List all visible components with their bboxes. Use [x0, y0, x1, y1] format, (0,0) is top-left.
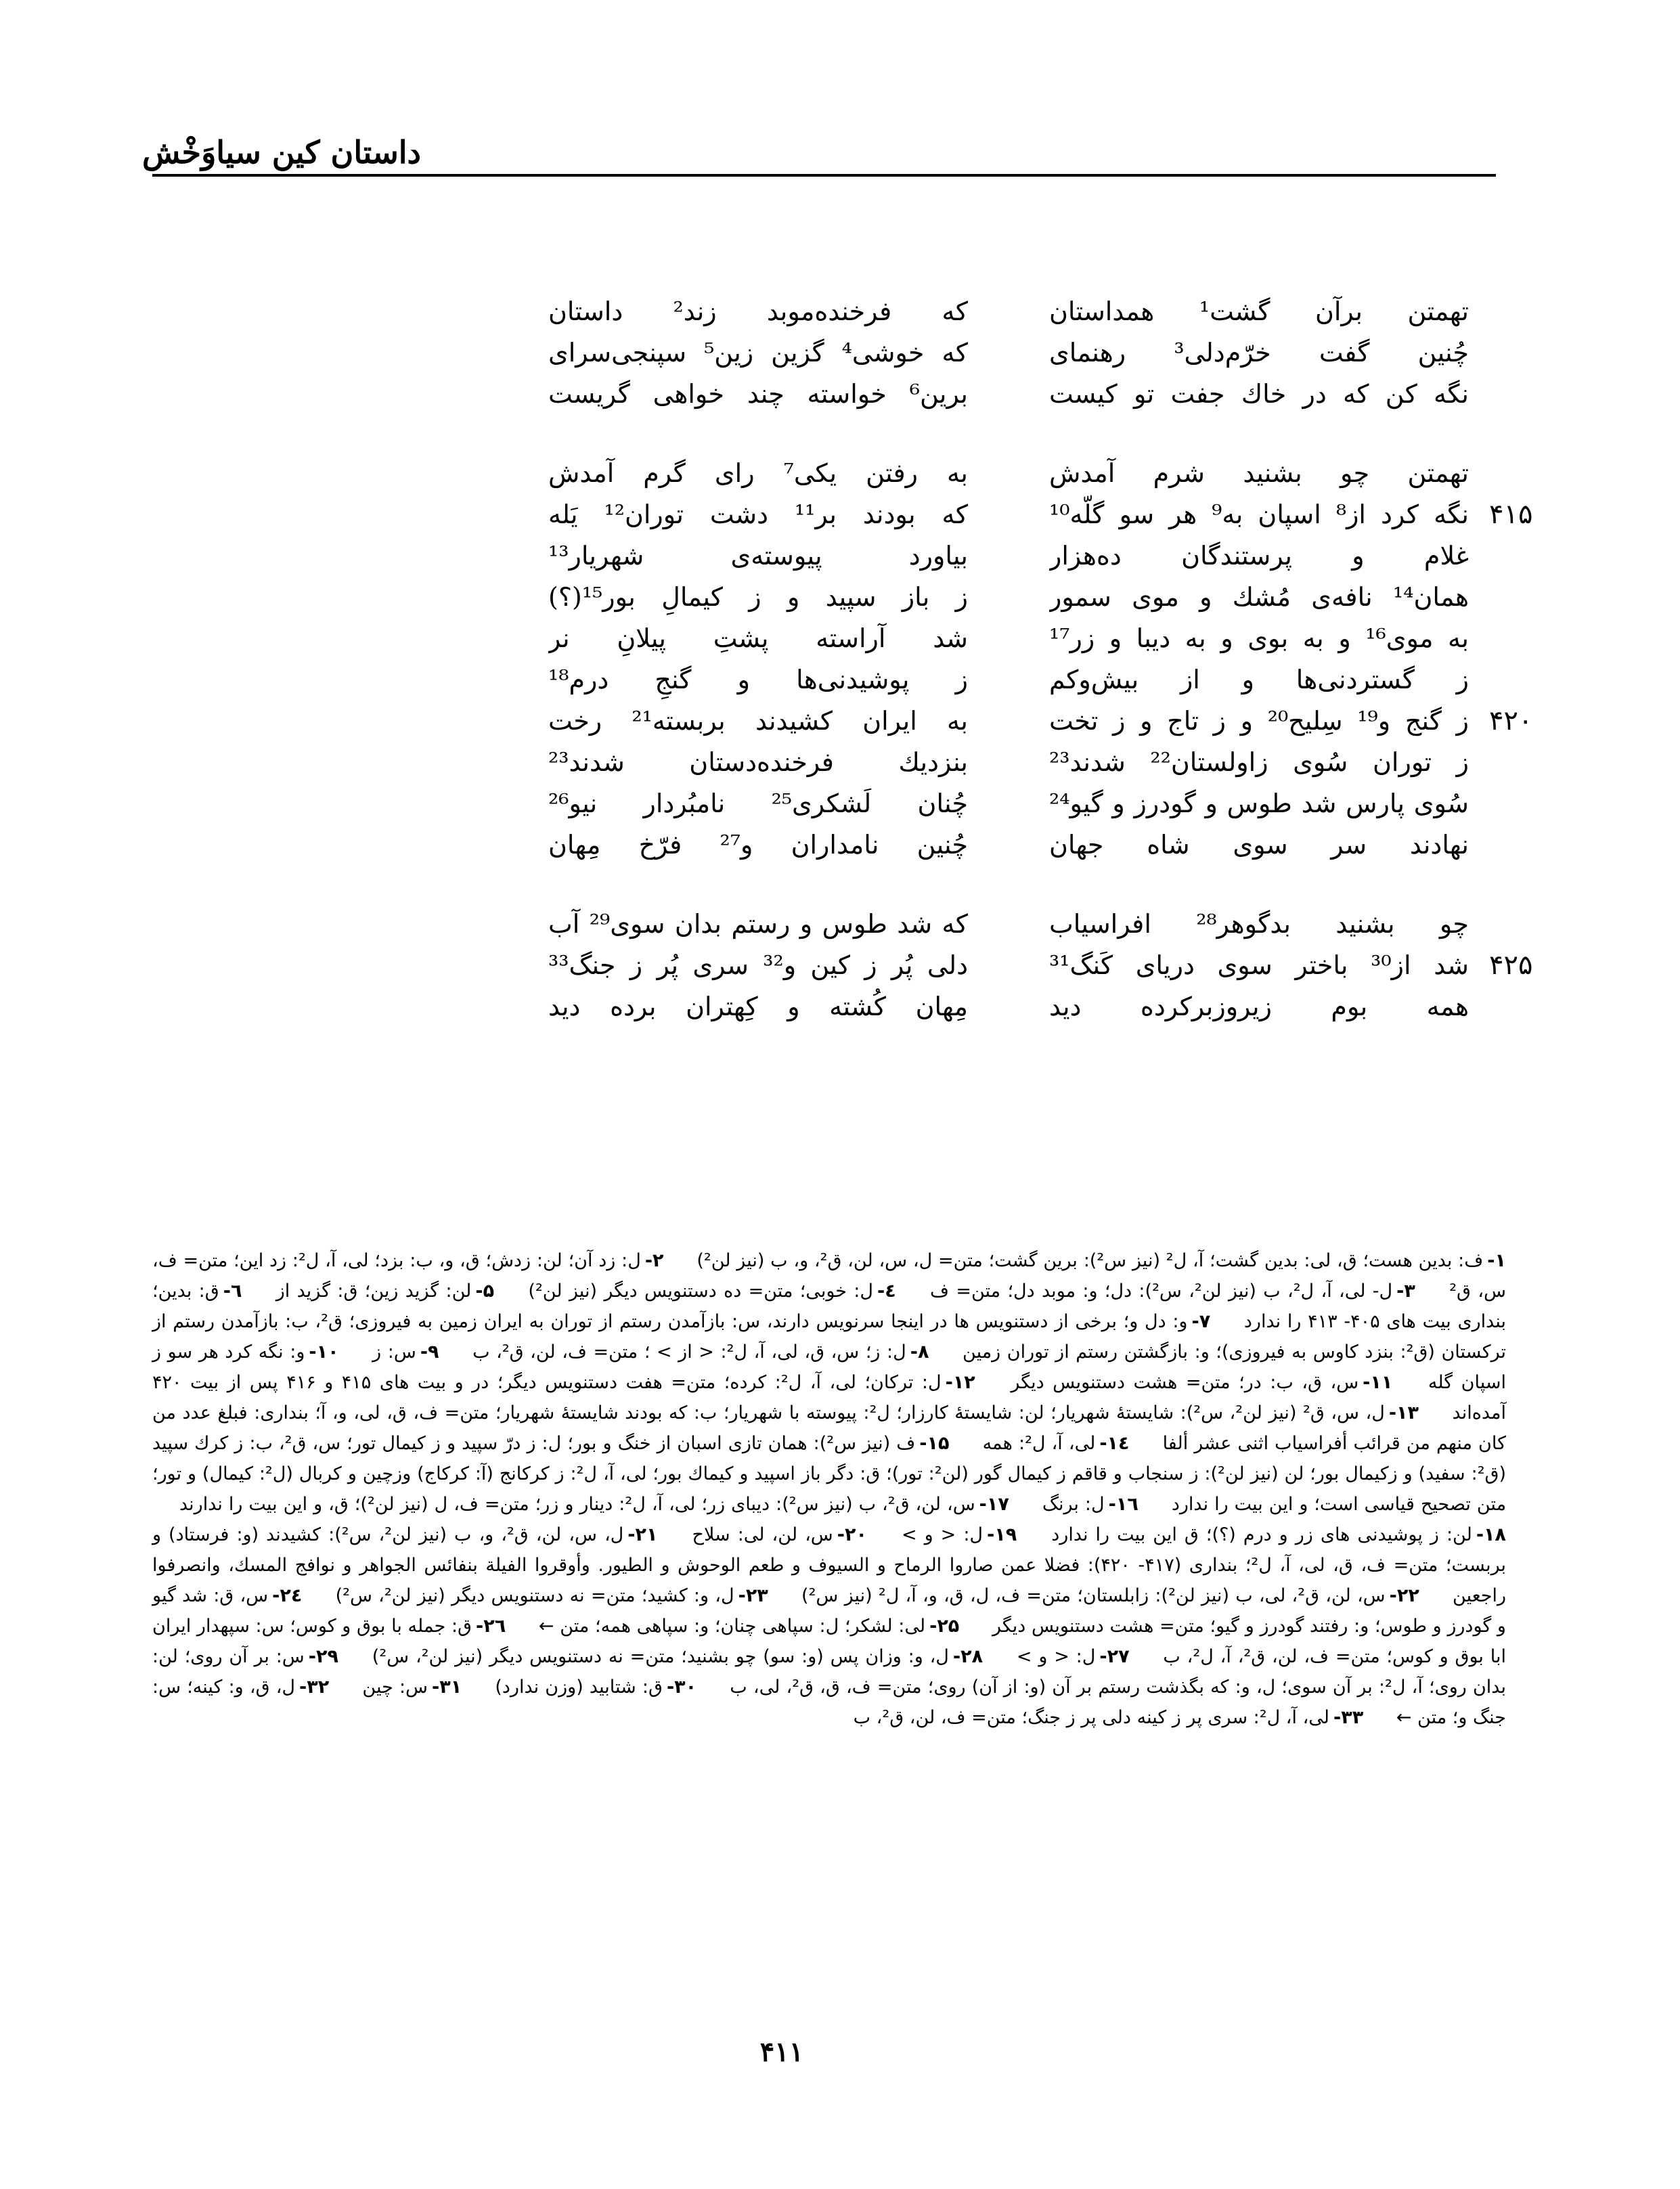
footnote-text: ف (نیز س²): همان تازی اسبان از خنگ و بور؛ ل: ز درّ سپید و ز کیمال تور؛ س، ق²، ب: ز کرك سپید (ق²: سفید) و زکیمال بور؛ لن (نیز لن²): ز سنجاب و قاقم ز کیمال گور (لن²: تور)؛ ق: دگر باز اسپید و کیماك بور؛ لی، آ، ل²: ز کرکانج (آ: کرکاج) وزچین و کربال (ل²: کیمال) و تور؛ متن تصحیح قیاسی است؛ و این بیت را ندارد — [152, 1433, 1507, 1515]
footnote-text: ل، و: کشید؛ متن= نه دستنویس دیگر (نیز لن²، س²) — [335, 1585, 734, 1606]
verse-block — [250, 291, 1533, 1065]
hemistich-second: که فرخنده‌موبد زند² داستان — [548, 296, 968, 326]
stanza — [250, 291, 1469, 415]
couplet — [250, 494, 1533, 535]
footnote-text: ف: بدین هست؛ ق، لی: بدین گشت؛ آ، ل² (نیز س²): برین گشت؛ متن= ل، س، لن، ق²، و، ب (نیز لن²) — [697, 1250, 1484, 1271]
footnote-number: ۳۰- — [666, 1677, 697, 1698]
footnote-number: ۲۹- — [308, 1646, 338, 1667]
footnote-number: ۲۳- — [738, 1585, 768, 1606]
hemistich-first: چُنین گفت خرّم‌دلی³ رهنمای — [1049, 338, 1469, 368]
couplet — [250, 904, 1469, 945]
footnote — [983, 1372, 1392, 1393]
footnote-number: ٦- — [223, 1281, 242, 1302]
footnote-text: س: چین — [362, 1677, 428, 1698]
hemistich-second: چُنین نامداران و²⁷ فرّخ مِهان — [548, 830, 968, 860]
couplet — [250, 535, 1469, 577]
footnote — [309, 1585, 768, 1606]
footnote — [774, 1585, 1419, 1606]
footnote-text: ل: < و > — [901, 1524, 983, 1545]
footnote — [335, 1677, 462, 1698]
footnote-text: ل، س، ق² (نیز لن²، س²): شایستهٔ شهریار؛ لن: شایستهٔ کارزار؛ ل²: پیوسته با شهریار؛ ب: که بودند شایستهٔ شهریار؛ متن= ف، ق، لی، و، آ؛ بنداری: فبلغ عدد من کان منهم من قرائب أفراسیاب اثنی عشر ألفا — [152, 1402, 1506, 1454]
footnote-text: لن: ز پوشیدنی های زر و درم (؟)؛ ق این بیت را ندارد — [1051, 1524, 1472, 1545]
couplet — [250, 986, 1469, 1027]
hemistich-second: بنزدیك فرخنده‌دستان شدند²³ — [548, 747, 968, 777]
footnote — [345, 1342, 439, 1363]
footnote-number: ۲۰- — [837, 1524, 867, 1545]
footnote — [826, 1707, 1364, 1728]
line-number: ۴۲۰ — [1489, 705, 1533, 736]
couplet — [250, 453, 1469, 494]
footnote-text: ق: شتابید (وزن ندارد) — [495, 1677, 663, 1698]
hemistich-second: به رفتن یکی⁷ رای گرم آمدش — [548, 458, 968, 488]
footnote-number: ١٤- — [1099, 1433, 1130, 1454]
footnote-text: ل: خوبی؛ متن= ده دستنویس دیگر (نیز لن²) — [528, 1281, 874, 1302]
footnote-text: ل: برنگ — [1042, 1494, 1105, 1515]
hemistich-second: بیاورد پیوسته‌ی شهریار¹³ — [548, 541, 968, 571]
footnote — [512, 1616, 959, 1637]
footnote-number: ۸- — [910, 1342, 929, 1363]
hemistich-first: نگه کرد از⁸ اسپان به⁹ هر سو گلّه¹⁰ — [1049, 500, 1469, 529]
stanza — [250, 453, 1533, 866]
couplet — [250, 659, 1469, 701]
footnote-text: ق: جمله با بوق و کوس؛ س: سپهدار ایران ابا بوق و کوس؛ متن= ف، لن، ق²، آ، ل²، ب — [152, 1616, 1506, 1667]
footnote — [345, 1646, 983, 1667]
running-head-title: داستان کین سیاوَخْش — [142, 134, 422, 171]
couplet — [250, 618, 1469, 659]
hemistich-second: که بودند بر¹¹ دشت توران¹² یَله — [548, 500, 968, 529]
footnote-text: س، ق، ب: در؛ متن= هشت دستنویس دیگر — [1011, 1372, 1359, 1393]
hemistich-first: به موی¹⁶ و به بوی و به دیبا و زر¹⁷ — [1049, 623, 1469, 653]
footnote-number: ۲۲- — [1389, 1585, 1419, 1606]
footnote-text: ل، س، لن، ق²، و، ب (نیز لن²، س²): کشیدند (و: فرستاد) و بربست؛ متن= ف، ق، لی، آ، ل²؛ بنداری (۴۱۷- ۴۲۰): فضلا عمن صاروا الرماح و السیوف و طعم الوحوش و الطیور. وأوقروا الفیلة بنفائس الجواهر و نوافج المسك، وانصرفوا راجعین — [152, 1524, 1507, 1606]
footnote-number: ۲- — [644, 1250, 664, 1271]
footnote-text: و: نگه کرد هر سو ز اسپان گله — [152, 1342, 1506, 1393]
footnote-number: ۱۵- — [919, 1433, 950, 1454]
footnote — [990, 1646, 1130, 1667]
footnote — [669, 1250, 1506, 1271]
hemistich-first: ز گنج و¹⁹ سِلیح²⁰ و ز تاج و ز تخت — [1049, 706, 1469, 736]
footnote-number: ۷- — [1191, 1311, 1211, 1332]
footnote-number: ٢٤- — [272, 1585, 303, 1606]
hemistich-first: سُوی پارس شد طوس و گودرز و گیو²⁴ — [1049, 789, 1469, 818]
footnote-text: ل: < و > — [1016, 1646, 1096, 1667]
stanza — [250, 904, 1533, 1027]
couplet — [250, 701, 1533, 742]
hemistich-first: نگه کن که در خاك جفت تو کیست — [1049, 379, 1469, 409]
hemistich-first: غلام و پرستندگان ده‌هزار — [1049, 541, 1469, 571]
footnote — [468, 1677, 697, 1698]
footnote-text: ل: ز؛ س، ق، لی، آ، ل²: < از > ؛ متن= ف، لن، ق²، ب — [472, 1342, 906, 1363]
couplet — [250, 291, 1469, 332]
footnote-text: ل، ق، و: کینه؛ س: جنگ و؛ متن ← — [152, 1677, 1506, 1728]
footnote — [501, 1281, 896, 1302]
footnote-number: ١٦- — [1108, 1494, 1139, 1515]
hemistich-first: تهمتن برآن گشت¹ همداستان — [1049, 296, 1469, 326]
hemistich-first: ز گستردنی‌ها و از بیش‌وکم — [1049, 665, 1469, 694]
footnote-number: ۳۱- — [432, 1677, 462, 1698]
footnote-number: ۱۳- — [1388, 1402, 1419, 1423]
footnote-number: ۲۵- — [929, 1616, 960, 1637]
hemistich-second: ز پوشیدنی‌ها و گنجِ درم¹⁸ — [548, 665, 968, 694]
hemistich-second: چُنان لَشکری²⁵ نامبُردار نیو²⁶ — [548, 789, 968, 818]
couplet — [250, 332, 1469, 374]
footnote-number: ۳۳- — [1333, 1707, 1364, 1728]
footnote — [903, 1281, 1415, 1302]
footnote-number: ۲۸- — [952, 1646, 983, 1667]
footnote-number: ۲۱- — [627, 1524, 658, 1545]
footnote-number: ۲۷- — [1099, 1646, 1130, 1667]
couplet — [250, 374, 1469, 415]
footnote-text: لی، آ، ل²: همه — [982, 1433, 1096, 1454]
footnote-number: ۱۱- — [1363, 1372, 1393, 1393]
footnote-number: ۳۲- — [299, 1677, 330, 1698]
footnote — [1015, 1494, 1139, 1515]
hemistich-second: به ایران کشیدند بربسته²¹ رخت — [548, 706, 968, 736]
couplet — [250, 742, 1469, 783]
footnote-number: ۱۸- — [1476, 1524, 1507, 1545]
footnote-number: ۵- — [475, 1281, 495, 1302]
footnote-number: ۹- — [420, 1342, 439, 1363]
hemistich-second: برین⁶ خواسته چند خواهی گریست — [548, 379, 968, 409]
header-rule — [152, 174, 1496, 177]
footnote-text: ل: زد آن؛ لن: زدش؛ ق، و، ب: بزد؛ لی، آ، ل²: زد این؛ متن= ف، س، ق² — [152, 1250, 1506, 1302]
footnote-number: ۱۹- — [987, 1524, 1017, 1545]
couplet — [250, 824, 1469, 866]
footnote — [875, 1524, 1017, 1545]
footnote-number: ۱- — [1487, 1250, 1506, 1271]
footnote-text: ل: ترکان؛ لی، آ، ل²: کرده؛ متن= هفت دستنویس دیگر؛ در و بیت های ۴۱۵ و ۴۱۶ پس از بیت ۴۲۰ آمده‌اند — [152, 1372, 1506, 1423]
hemistich-first: شد از³⁰ باختر سوی دریای کَنگ³¹ — [1049, 950, 1469, 980]
footnote-text: ق: بدین؛ بنداری بیت های ۴۰۵- ۴۱۳ را ندارد — [152, 1281, 1507, 1332]
footnote-text: س، ق: شد گیو و گودرز و طوس؛ و: رفتند گودرز و گیو؛ متن= هشت دستنویس دیگر — [152, 1585, 1506, 1637]
footnote-number: ۱۷- — [979, 1494, 1009, 1515]
footnotes — [152, 1245, 1506, 1733]
footnote-text: س، لن، ق²، لی، ب (نیز لن²): زابلستان؛ متن= ف، ل، ق، و، آ، ل² (نیز س²) — [801, 1585, 1386, 1606]
footnote-text: س: بر آن روی؛ لن: بدان روی؛ آ، ل²: بر آن سوی؛ ل، و: که بگذشت رستم بر آن (و: از آن) روی؛ متن= ف، ق، ق²، لی، ب — [152, 1646, 1506, 1698]
footnote-text: و: دل و؛ برخی از دستنویس ها در اینجا سرنویس دارند، س: بازآمدن رستم از توران به ایران زمین به فیروزی؛ ق²، ب: بازآمدن رستم از ترکستان (ق²: بنزد کاوس به فیروزی)؛ و: بازگشتن رستم از توران زمین — [152, 1311, 1507, 1363]
footnote — [665, 1524, 867, 1545]
footnote-text: ل، و: وزان پس (و: سو) چو بشنید؛ متن= نه دستنویس دیگر (نیز لن²، س²) — [372, 1646, 949, 1667]
footnote-text: س، لن، ق²، ب (نیز س²): دیبای زر؛ لی، آ، ل²: دینار و زر؛ متن= ف، ل (نیز لن²)؛ ق، و این بیت را ندارند — [179, 1494, 975, 1515]
footnote — [249, 1281, 494, 1302]
footnote-text: س: ز — [372, 1342, 416, 1363]
footnote-number: ٤- — [877, 1281, 896, 1302]
hemistich-second: شد آراسته پشتِ پیلانِ نر — [548, 623, 968, 653]
hemistich-first: تهمتن چو بشنید شرم آمدش — [1049, 458, 1469, 488]
footnote-number: ۱۲- — [945, 1372, 975, 1393]
footnote-text: س، لن، لی: سلاح — [692, 1524, 833, 1545]
hemistich-first: همه بوم زیروزبرکرده دید — [1049, 992, 1469, 1021]
hemistich-second: که شد طوس و رستم بدان سوی²⁹ آب — [548, 909, 968, 939]
line-number: ۴۱۵ — [1489, 499, 1533, 530]
page-number: ۴۱۱ — [759, 2036, 804, 2068]
hemistich-second: دلی پُر ز کین و³² سری پُر ز جنگ³³ — [548, 950, 968, 980]
hemistich-first: چو بشنید بدگوهر²⁸ افراسیاب — [1049, 909, 1469, 939]
footnote-text: لن: گزید زین؛ ق: گزید از — [275, 1281, 472, 1302]
footnote-text: لی، آ، ل²: سری پر ز کینه دلی پر ز جنگ؛ متن= ف، لن، ق²، ب — [853, 1707, 1330, 1728]
footnote — [1024, 1524, 1506, 1545]
footnote — [445, 1342, 929, 1363]
footnote-number: ۳- — [1396, 1281, 1415, 1302]
footnote-text: لی: لشکر؛ ل: سپاهی چنان؛ و: سپاهی همه؛ متن ← — [538, 1616, 926, 1637]
hemistich-second: که خوشی⁴ گزین زین⁵ سپنجی‌سرای — [548, 338, 968, 368]
couplet — [250, 577, 1469, 618]
hemistich-first: ز توران سُوی زاولستان²² شدند²³ — [1049, 747, 1469, 777]
footnote — [152, 1494, 1009, 1515]
footnote-number: ٢٦- — [476, 1616, 506, 1637]
hemistich-second: ز باز سپید و ز کیمالِ بور¹⁵(؟) — [548, 582, 968, 612]
footnote-number: ۱۰- — [309, 1342, 339, 1363]
footnote — [956, 1433, 1130, 1454]
footnote-text: ل- لی، آ، ل²، ب (نیز لن²، س²): دل؛ و: موبد دل؛ متن= ف — [930, 1281, 1393, 1302]
couplet — [250, 783, 1469, 824]
couplet — [250, 945, 1533, 986]
hemistich-second: مِهان کُشته و کِهتران برده دید — [548, 992, 968, 1021]
line-number: ۴۲۵ — [1489, 950, 1533, 981]
hemistich-first: همان¹⁴ نافه‌ی مُشك و موی سمور — [1049, 582, 1469, 612]
hemistich-first: نهادند سر سوی شاه جهان — [1049, 830, 1469, 860]
